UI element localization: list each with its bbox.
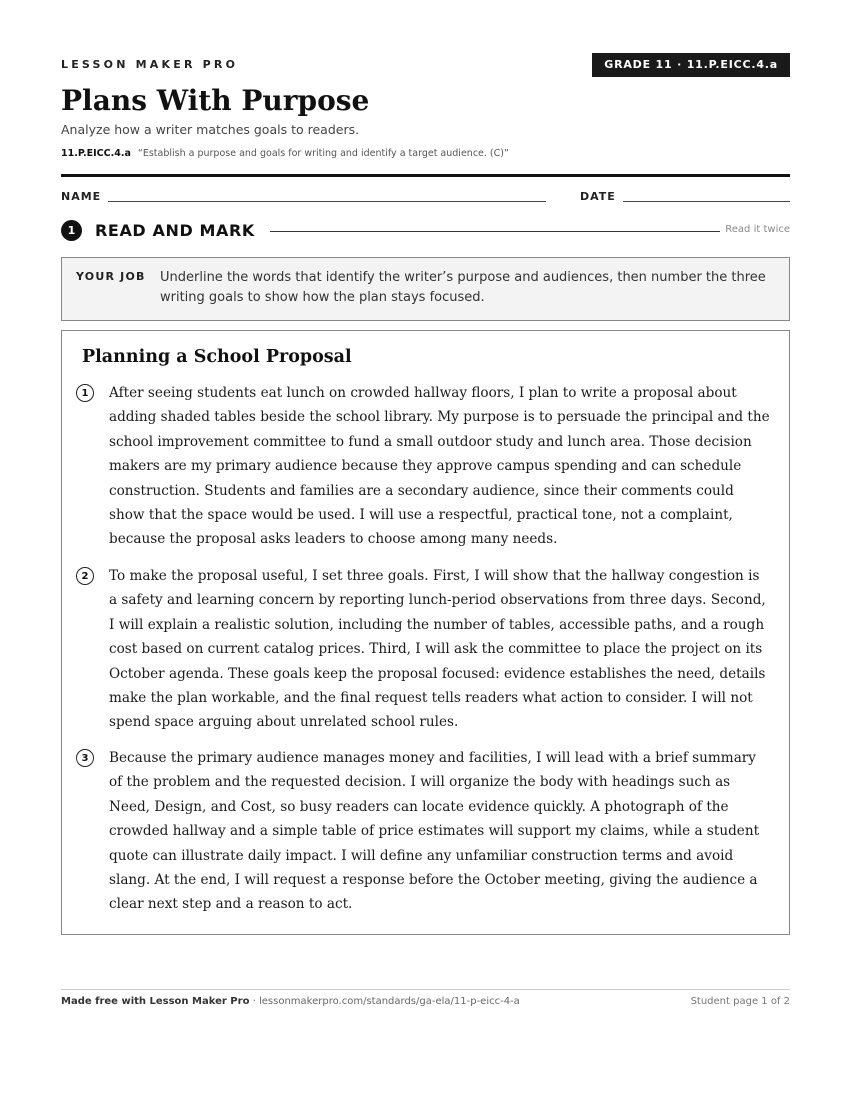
your-job-instructions: Underline the words that identify the writer’s purpose and audiences, then number the three writing goals to show how the plan stays focused. [160, 270, 766, 305]
section-header [61, 220, 790, 242]
section-hint: Read it twice [725, 224, 790, 235]
date-label: DATE [580, 190, 616, 203]
standard-text: “Establish a purpose and goals for writing and identify a target audience. (C)” [137, 148, 509, 159]
paragraph-number-3: 3 [76, 749, 94, 767]
page-subtitle: Analyze how a writer matches goals to readers. [61, 122, 360, 137]
brand-name: LESSON MAKER PRO [61, 58, 239, 71]
page-title: Plans With Purpose [61, 84, 370, 117]
paragraph-number-1: 1 [76, 384, 94, 402]
name-field[interactable] [108, 201, 546, 202]
your-job-label: YOUR JOB [76, 270, 146, 283]
name-date-row [61, 190, 790, 206]
footer-made-with: Made free with Lesson Maker Pro [61, 996, 250, 1007]
paragraph-2: To make the proposal useful, I set three goals. First, I will show that the hallway congestion is a safety and learning concern by reporting lunch-period observations from three days. Second, I will explain a realistic solution, including the number of tables, accessible paths, and a rough cost based on current catalog prices. Third, I will ask the committee to place the project on its October agenda. These goals keep the proposal focused: evidence establishes the need, details make the plan workable, and the final request tells readers what action to consider. I will not spend space arguing about unrelated school rules. [109, 568, 766, 731]
standard-code: 11.P.EICC.4.a [61, 148, 131, 159]
header-divider [61, 174, 790, 177]
paragraph-3: Because the primary audience manages money and facilities, I will lead with a brief summary of the problem and the requested decision. I will organize the body with headings such as Need, Design, and Cost, so busy readers can locate evidence quickly. A photograph of the crowded hallway and a simple table of price estimates will support my claims, while a student quote can illustrate daily impact. I will define any unfamiliar construction terms and avoid slang. At the end, I will request a response before the October meeting, giving the audience a clear next step and a reason to act. [109, 750, 760, 913]
footer-url[interactable]: · lessonmakerpro.com/standards/ga-ela/11-p-eicc-4-a [252, 996, 520, 1007]
paragraph-number-2: 2 [76, 567, 94, 585]
grade-badge: GRADE 11 · 11.P.EICC.4.a [592, 53, 790, 77]
footer-page-number: Student page 1 of 2 [690, 996, 790, 1007]
section-title: READ AND MARK [95, 221, 255, 240]
date-field[interactable] [623, 201, 790, 202]
passage-title: Planning a School Proposal [82, 347, 352, 367]
footer-credit [61, 996, 520, 1007]
standard-line [61, 148, 509, 159]
section-divider [270, 231, 720, 232]
reading-passage [61, 330, 790, 935]
section-number-badge: 1 [61, 220, 82, 241]
name-label: NAME [61, 190, 102, 203]
paragraph-1: After seeing students eat lunch on crowded hallway floors, I plan to write a proposal about adding shaded tables beside the school library. My purpose is to persuade the principal and the school improvement committee to fund a small outdoor study and lunch area. Those decision makers are my primary audience because they approve campus spending and can schedule construction. Students and families are a secondary audience, since their comments could show that the space would be used. I will use a respectful, practical tone, not a complaint, because the proposal asks leaders to choose among many needs. [109, 385, 770, 548]
footer-divider [61, 989, 790, 990]
your-job-box [61, 257, 790, 321]
